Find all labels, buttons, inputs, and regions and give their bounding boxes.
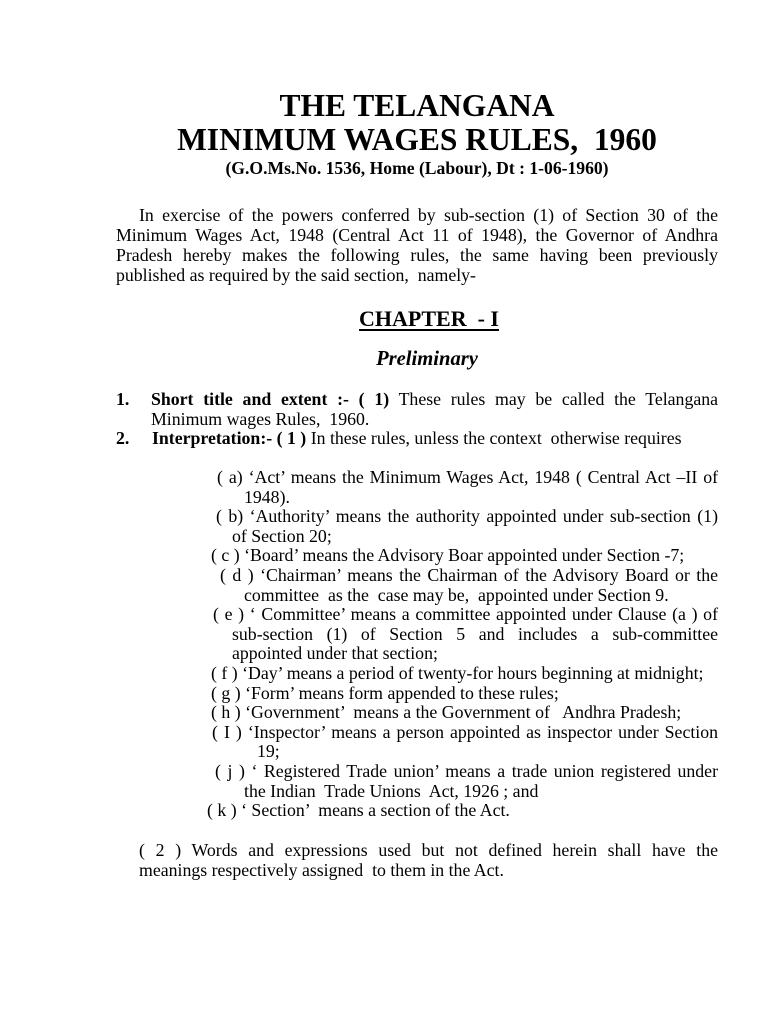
preamble-line-3: Pradesh hereby makes the following rules, the same having been previously — [116, 245, 718, 265]
definitions-list — [0, 468, 718, 821]
document-subtitle: (G.O.Ms.No. 1536, Home (Labour), Dt : 1-06-1960) — [225, 158, 609, 178]
chapter-subheading-text: Preliminary — [376, 348, 478, 370]
sub-rule-2-line-1: ( 2 ) Words and expressions used but not defined herein shall have the — [139, 840, 718, 860]
rule-2-number: 2. — [116, 428, 130, 449]
preamble-line-4: published as required by the said section, namely- — [116, 265, 476, 285]
sub-rule-2-line-2: meanings respectively assigned to them in the Act. — [139, 859, 504, 880]
chapter-subheading — [116, 348, 718, 371]
preamble-paragraph — [116, 205, 718, 285]
rule-2-heading: Interpretation:- ( 1 ) — [152, 428, 307, 449]
definition-a-line-2: 1948). — [244, 486, 290, 507]
rule-2-text-1: In these rules, unless the context otherwise requires — [310, 428, 682, 449]
preamble-line-1: In exercise of the powers conferred by sub-section (1) of Section 30 of the — [139, 205, 718, 225]
preamble-line-2: Minimum Wages Act, 1948 (Central Act 11 of 1948), the Governor of Andhra — [116, 225, 718, 245]
definition-e-line-3: appointed under that section; — [232, 643, 438, 664]
chapter-heading — [116, 307, 718, 331]
definition-k-line-1: ( k ) ‘ Section’ means a section of the Act. — [207, 800, 510, 821]
rule-2 — [116, 429, 718, 449]
definition-j-line-1: ( j ) ‘ Registered Trade union’ means a trade union registered under — [215, 760, 718, 781]
rules-list — [116, 390, 718, 449]
definition-b-line-2: of Section 20; — [232, 525, 332, 546]
title-line-1: THE TELANGANA — [279, 88, 555, 123]
definition-i-line-2: 19; — [257, 741, 280, 762]
definition-a-line-1: ( a) ‘Act’ means the Minimum Wages Act, 1948 ( Central Act –II of — [217, 467, 718, 487]
rule-1-text-2: Minimum wages Rules, 1960. — [151, 408, 370, 429]
definition-b-line-1: ( b) ‘Authority’ means the authority appointed under sub-section (1) — [216, 506, 718, 527]
definition-f-line-1: ( f ) ‘Day’ means a period of twenty-for hours beginning at midnight; — [211, 662, 704, 683]
definition-i-line-1: ( I ) ‘Inspector’ means a person appointed as inspector under Section — [212, 721, 718, 742]
definition-e-line-1: ( e ) ‘ Committee’ means a committee appointed under Clause (a ) of — [213, 604, 718, 625]
definition-h-line-1: ( h ) ‘Government’ means a the Government of Andhra Pradesh; — [211, 702, 682, 723]
chapter-heading-text: CHAPTER - I — [359, 306, 499, 331]
definition-j-line-2: the Indian Trade Unions Act, 1926 ; and — [244, 780, 539, 801]
definition-g-line-1: ( g ) ‘Form’ means form appended to these rules; — [211, 682, 559, 703]
rule-1-heading: Short title and extent :- ( 1) — [151, 389, 390, 409]
rule-2-line-1 — [152, 429, 718, 449]
sub-rule-2 — [116, 841, 718, 880]
rule-1-number: 1. — [116, 389, 130, 409]
title-line-2: MINIMUM WAGES RULES, 1960 — [177, 122, 657, 157]
rule-1-text-1: These rules may be called the Telangana — [398, 389, 719, 409]
document-title — [116, 89, 718, 157]
definition-e-line-2: sub-section (1) of Section 5 and includes a sub-committee — [232, 623, 718, 644]
definition-c-line-1: ( c ) ‘Board’ means the Advisory Boar appointed under Section -7; — [211, 545, 685, 566]
rule-1-line-1 — [151, 390, 718, 410]
definition-d-line-2: committee as the case may be, appointed under Section 9. — [244, 584, 669, 605]
rule-1 — [116, 390, 718, 429]
definition-d-line-1: ( d ) ‘Chairman’ means the Chairman of the Advisory Board or the — [220, 564, 718, 585]
